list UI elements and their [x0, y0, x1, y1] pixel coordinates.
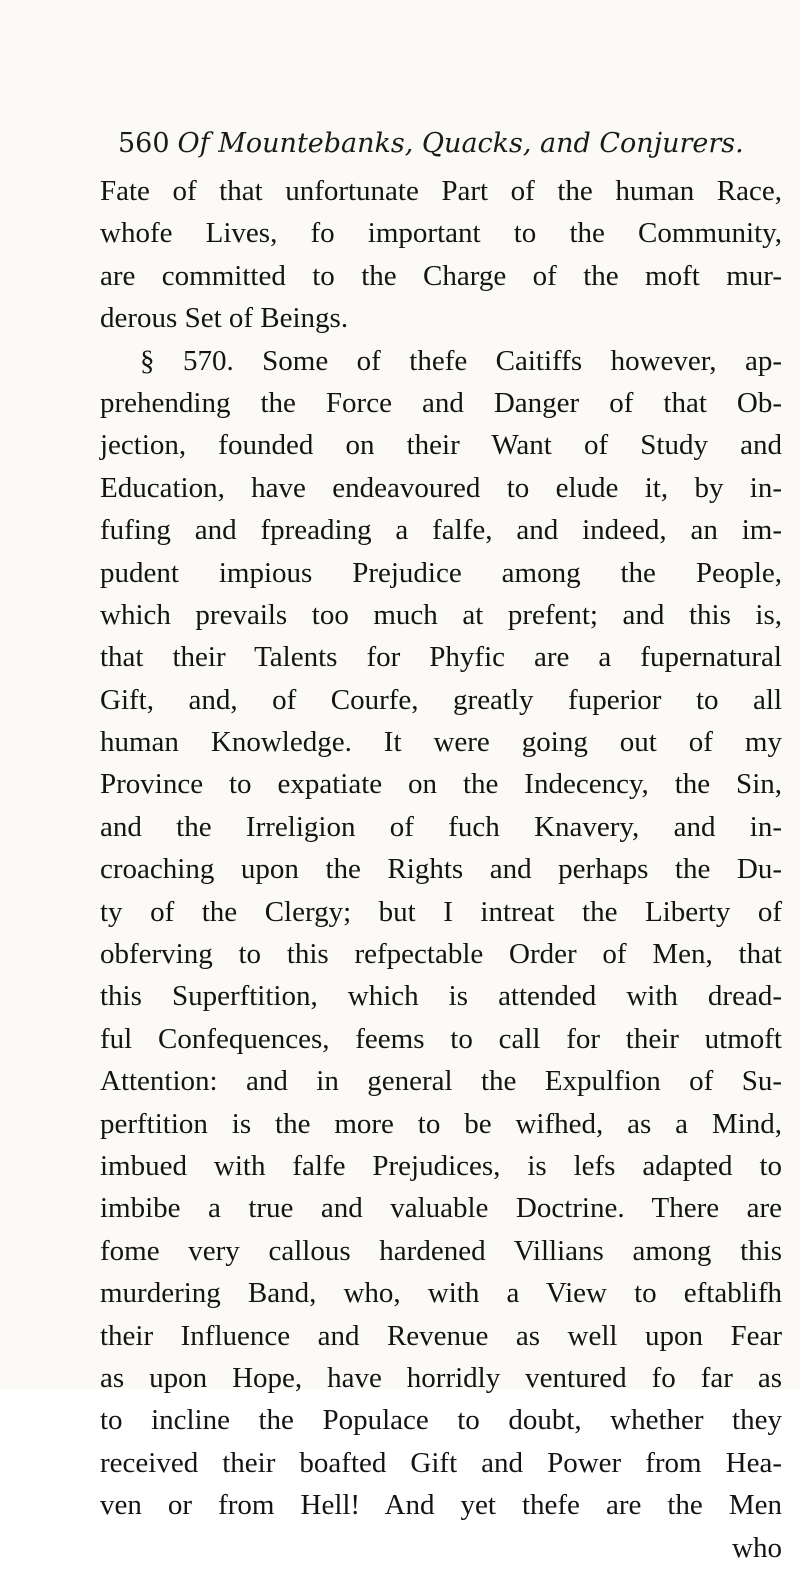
text-line: this Superftition, which is attended with dread-	[100, 980, 782, 1013]
text-line: fufing and fpreading a falfe, and indeed, an im-	[100, 514, 782, 547]
text-line: received their boafted Gift and Power from Hea-	[100, 1446, 782, 1479]
page-header	[118, 124, 744, 164]
text-line: perftition is the more to be wifhed, as a Mind,	[100, 1107, 782, 1140]
text-line: pudent impious Prejudice among the People,	[100, 556, 782, 589]
text-line: whofe Lives, fo important to the Community,	[100, 217, 782, 250]
text-line: imbued with falfe Prejudices, is lefs adapted to	[100, 1149, 782, 1182]
running-title: Of Mountebanks, Quacks, and Conjurers.	[177, 128, 744, 159]
text-line: prehending the Force and Danger of that Ob-	[100, 386, 782, 419]
text-line: Attention: and in general the Expulfion of Su-	[100, 1065, 782, 1098]
text-line: their Influence and Revenue as well upon Fear	[100, 1319, 782, 1352]
text-line: Education, have endeavoured to elude it, by in-	[100, 471, 782, 504]
text-line: Fate of that unfortunate Part of the human Race,	[100, 175, 782, 207]
text-line: Province to expatiate on the Indecency, the Sin,	[100, 768, 782, 801]
text-line: Gift, and, of Courfe, greatly fuperior to all	[100, 683, 782, 716]
body-text	[100, 170, 782, 1569]
text-line: croaching upon the Rights and perhaps the Du-	[100, 853, 782, 886]
text-line: as upon Hope, have horridly ventured fo far as	[100, 1361, 782, 1394]
text-line: § 570. Some of thefe Caitiffs however, ap-	[140, 344, 782, 377]
text-line: ful Confequences, feems to call for their utmoft	[100, 1022, 782, 1055]
text-line: and the Irreligion of fuch Knavery, and in-	[100, 810, 782, 843]
text-line: are committed to the Charge of the moft mur-	[100, 259, 782, 292]
text-line: which prevails too much at prefent; and this is,	[100, 598, 782, 631]
text-line: ven or from Hell! And yet thefe are the Men	[100, 1489, 782, 1522]
page-number: 560	[118, 128, 170, 159]
catchword: who	[732, 1531, 782, 1564]
text-line: imbibe a true and valuable Doctrine. There are	[100, 1192, 782, 1225]
text-line: obferving to this refpectable Order of Men, that	[100, 938, 782, 971]
text-line: ty of the Clergy; but I intreat the Liberty of	[100, 895, 782, 928]
text-line: jection, founded on their Want of Study and	[100, 429, 782, 462]
text-line: that their Talents for Phyfic are a fupernatural	[100, 641, 782, 674]
text-line: derous Set of Beings.	[100, 302, 349, 335]
text-line: to incline the Populace to doubt, whether they	[100, 1404, 782, 1437]
text-line: murdering Band, who, with a View to eftablifh	[100, 1277, 782, 1310]
text-line: fome very callous hardened Villians among this	[100, 1234, 782, 1267]
text-line: human Knowledge. It were going out of my	[100, 726, 782, 759]
